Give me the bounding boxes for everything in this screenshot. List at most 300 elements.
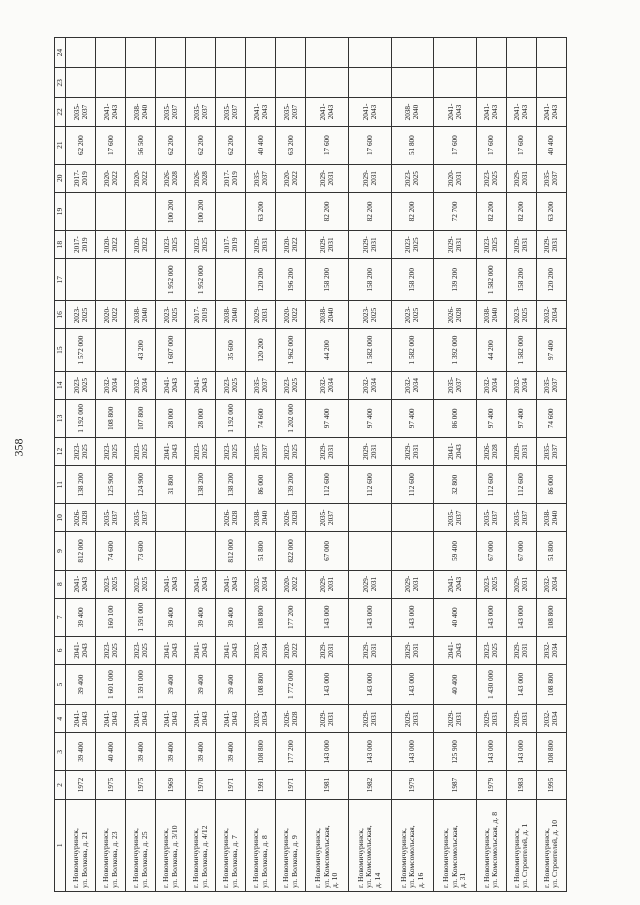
cost-cell: 72 700 xyxy=(434,192,477,230)
column-number-13: 13 xyxy=(55,399,66,437)
cost-cell: 108 800 xyxy=(246,664,276,704)
period-cell: 2029- 2031 xyxy=(391,636,434,664)
table-body xyxy=(66,38,567,892)
period-cell: 2035- 2037 xyxy=(434,504,477,532)
cost-cell: 32 800 xyxy=(434,466,477,504)
year-built-cell: 1971 xyxy=(276,771,306,799)
period-cell: 2020- 2022 xyxy=(96,231,126,259)
address-cell: г. Новомичуринск, ул. Волкова, д. 23 xyxy=(96,799,126,891)
cost-cell: 39 400 xyxy=(66,598,96,636)
cost-cell: 138 200 xyxy=(186,466,216,504)
cost-cell: 108 800 xyxy=(246,733,276,771)
period-cell: 2035- 2037 xyxy=(66,98,96,126)
year-built-cell: 1979 xyxy=(391,771,434,799)
period-cell: 2041- 2043 xyxy=(434,98,477,126)
period-cell: 2041- 2043 xyxy=(156,705,186,733)
year-built-cell: 1969 xyxy=(156,771,186,799)
cost-cell: 39 400 xyxy=(156,733,186,771)
cost-cell: 108 800 xyxy=(536,733,566,771)
cost-cell: 139 200 xyxy=(276,466,306,504)
period-cell: 2029- 2031 xyxy=(391,437,434,465)
cost-cell: 1 952 000 xyxy=(186,259,216,301)
address-cell: г. Новомичуринск, ул. Волкова, д. 3/10 xyxy=(156,799,186,891)
column-number-5: 5 xyxy=(55,664,66,704)
period-cell xyxy=(348,38,391,68)
period-cell: 2026- 2028 xyxy=(156,164,186,192)
cost-cell xyxy=(216,192,246,230)
table-row xyxy=(536,38,566,892)
column-number-1: 1 xyxy=(55,799,66,891)
cost-cell xyxy=(216,68,246,98)
cost-cell: 63 200 xyxy=(536,192,566,230)
cost-cell: 51 800 xyxy=(391,126,434,164)
period-cell: 2029- 2031 xyxy=(506,570,536,598)
period-cell: 2023- 2025 xyxy=(126,636,156,664)
cost-cell xyxy=(66,68,96,98)
cost-cell: 62 200 xyxy=(186,126,216,164)
period-cell: 2041- 2043 xyxy=(434,636,477,664)
year-built-cell: 1975 xyxy=(96,771,126,799)
period-cell: 2029- 2031 xyxy=(306,705,349,733)
address-cell: г. Новомичуринск, ул. Волкова, д. 9 xyxy=(276,799,306,891)
table-row xyxy=(306,38,349,892)
period-cell: 2041- 2043 xyxy=(66,570,96,598)
year-built-cell: 1972 xyxy=(66,771,96,799)
year-built-cell: 1982 xyxy=(348,771,391,799)
address-cell: г. Новомичуринск, ул. Комсомольская, д. 10 xyxy=(306,799,349,891)
cost-cell: 177 200 xyxy=(276,598,306,636)
cost-cell: 39 400 xyxy=(66,733,96,771)
cost-cell xyxy=(156,68,186,98)
period-cell: 2038- 2040 xyxy=(216,301,246,329)
period-cell: 2041- 2043 xyxy=(186,705,216,733)
period-cell xyxy=(216,38,246,68)
column-number-9: 9 xyxy=(55,532,66,570)
period-cell: 2029- 2031 xyxy=(348,164,391,192)
period-cell: 2020- 2022 xyxy=(96,301,126,329)
cost-cell: 82 200 xyxy=(476,192,506,230)
cost-cell: 82 200 xyxy=(506,192,536,230)
cost-cell: 125 900 xyxy=(434,733,477,771)
cost-cell xyxy=(66,259,96,301)
period-cell: 2029- 2031 xyxy=(434,705,477,733)
cost-cell: 112 600 xyxy=(391,466,434,504)
period-cell: 2029- 2031 xyxy=(506,705,536,733)
period-cell: 2041- 2043 xyxy=(156,371,186,399)
cost-cell: 39 400 xyxy=(126,733,156,771)
column-number-23: 23 xyxy=(55,68,66,98)
period-cell: 2035- 2037 xyxy=(246,371,276,399)
period-cell: 2029- 2031 xyxy=(506,164,536,192)
year-built-cell: 1983 xyxy=(506,771,536,799)
cost-cell: 158 200 xyxy=(348,259,391,301)
cost-cell: 1 582 000 xyxy=(348,329,391,371)
period-cell: 2035- 2037 xyxy=(276,98,306,126)
period-cell: 2026- 2028 xyxy=(216,504,246,532)
period-cell: 2029- 2031 xyxy=(348,636,391,664)
period-cell: 2032- 2034 xyxy=(476,371,506,399)
cost-cell: 112 600 xyxy=(306,466,349,504)
cost-cell: 86 000 xyxy=(246,466,276,504)
cost-cell: 97 400 xyxy=(476,399,506,437)
period-cell xyxy=(536,38,566,68)
period-cell: 2023- 2025 xyxy=(216,437,246,465)
cost-cell xyxy=(276,68,306,98)
cost-cell: 59 400 xyxy=(434,532,477,570)
column-number-7: 7 xyxy=(55,598,66,636)
period-cell: 2029- 2031 xyxy=(348,570,391,598)
cost-cell: 143 000 xyxy=(476,598,506,636)
cost-cell: 39 400 xyxy=(66,664,96,704)
column-number-16: 16 xyxy=(55,301,66,329)
period-cell: 2041- 2043 xyxy=(96,705,126,733)
period-cell: 2035- 2037 xyxy=(536,164,566,192)
year-built-cell: 1975 xyxy=(126,771,156,799)
cost-cell: 143 000 xyxy=(506,664,536,704)
cost-cell: 74 600 xyxy=(536,399,566,437)
cost-cell: 196 200 xyxy=(276,259,306,301)
period-cell: 2023- 2025 xyxy=(66,301,96,329)
year-built-cell: 1987 xyxy=(434,771,477,799)
capital-repair-schedule-table xyxy=(54,37,567,892)
period-cell: 2038- 2040 xyxy=(306,301,349,329)
period-cell: 2041- 2043 xyxy=(306,98,349,126)
cost-cell: 82 200 xyxy=(391,192,434,230)
cost-cell xyxy=(186,329,216,371)
period-cell: 2041- 2043 xyxy=(96,98,126,126)
cost-cell: 17 600 xyxy=(434,126,477,164)
column-number-4: 4 xyxy=(55,705,66,733)
period-cell: 2035- 2037 xyxy=(536,437,566,465)
table-row xyxy=(506,38,536,892)
period-cell: 2035- 2037 xyxy=(506,504,536,532)
cost-cell: 120 200 xyxy=(246,259,276,301)
period-cell: 2029- 2031 xyxy=(246,301,276,329)
period-cell: 2038- 2040 xyxy=(126,301,156,329)
cost-cell: 112 600 xyxy=(506,466,536,504)
period-cell: 2023- 2025 xyxy=(96,570,126,598)
period-cell: 2020- 2022 xyxy=(96,164,126,192)
period-cell: 2032- 2034 xyxy=(126,371,156,399)
column-number-15: 15 xyxy=(55,329,66,371)
cost-cell: 73 600 xyxy=(126,532,156,570)
cost-cell: 1 591 000 xyxy=(126,664,156,704)
period-cell: 2035- 2037 xyxy=(246,164,276,192)
cost-cell: 35 600 xyxy=(216,329,246,371)
table-row xyxy=(476,38,506,892)
period-cell: 2029- 2031 xyxy=(348,705,391,733)
address-cell: г. Новомичуринск, ул. Волкова, д. 25 xyxy=(126,799,156,891)
period-cell: 2038- 2040 xyxy=(391,98,434,126)
period-cell: 2041- 2043 xyxy=(246,98,276,126)
table-row xyxy=(348,38,391,892)
period-cell: 2032- 2034 xyxy=(348,371,391,399)
period-cell: 2035- 2037 xyxy=(306,504,349,532)
cost-cell xyxy=(96,68,126,98)
period-cell: 2023- 2025 xyxy=(476,231,506,259)
address-cell: г. Новомичуринск, ул. Комсомольская, д. 8 xyxy=(476,799,506,891)
period-cell xyxy=(246,38,276,68)
cost-cell xyxy=(506,68,536,98)
cost-cell: 108 800 xyxy=(96,399,126,437)
cost-cell: 143 000 xyxy=(391,733,434,771)
period-cell: 2023- 2025 xyxy=(66,437,96,465)
period-cell xyxy=(126,38,156,68)
cost-cell: 1 192 000 xyxy=(216,399,246,437)
period-cell: 2026- 2028 xyxy=(186,164,216,192)
cost-cell xyxy=(348,68,391,98)
period-cell: 2029- 2031 xyxy=(391,705,434,733)
column-number-11: 11 xyxy=(55,466,66,504)
cost-cell xyxy=(96,329,126,371)
period-cell: 2035- 2037 xyxy=(96,504,126,532)
period-cell: 2017- 2019 xyxy=(216,231,246,259)
cost-cell: 143 000 xyxy=(348,733,391,771)
period-cell: 2017- 2019 xyxy=(216,164,246,192)
period-cell: 2041- 2043 xyxy=(126,705,156,733)
cost-cell: 39 400 xyxy=(156,598,186,636)
address-cell: г. Новомичуринск, ул. Комсомольская, д. 14 xyxy=(348,799,391,891)
period-cell: 2035- 2037 xyxy=(156,98,186,126)
cost-cell: 1 572 000 xyxy=(66,329,96,371)
cost-cell: 39 400 xyxy=(186,664,216,704)
cost-cell: 62 200 xyxy=(156,126,186,164)
period-cell: 2032- 2034 xyxy=(536,570,566,598)
period-cell: 2029- 2031 xyxy=(391,570,434,598)
cost-cell: 125 900 xyxy=(96,466,126,504)
year-built-cell: 1970 xyxy=(186,771,216,799)
cost-cell xyxy=(156,532,186,570)
cost-cell xyxy=(126,192,156,230)
cost-cell: 158 200 xyxy=(391,259,434,301)
period-cell: 2038- 2040 xyxy=(536,504,566,532)
period-cell: 2026- 2028 xyxy=(66,504,96,532)
period-cell xyxy=(156,38,186,68)
cost-cell: 97 400 xyxy=(506,399,536,437)
period-cell: 2041- 2043 xyxy=(186,636,216,664)
period-cell xyxy=(186,504,216,532)
cost-cell: 143 000 xyxy=(391,598,434,636)
cost-cell: 138 200 xyxy=(216,466,246,504)
cost-cell: 51 800 xyxy=(246,532,276,570)
cost-cell: 143 000 xyxy=(348,664,391,704)
cost-cell: 44 200 xyxy=(306,329,349,371)
cost-cell: 97 400 xyxy=(391,399,434,437)
cost-cell: 100 200 xyxy=(156,192,186,230)
period-cell: 2020- 2022 xyxy=(276,570,306,598)
cost-cell: 1 582 000 xyxy=(506,329,536,371)
cost-cell: 1 392 000 xyxy=(434,329,477,371)
cost-cell: 40 400 xyxy=(536,126,566,164)
cost-cell: 63 200 xyxy=(276,126,306,164)
period-cell: 2029- 2031 xyxy=(476,705,506,733)
cost-cell xyxy=(391,532,434,570)
period-cell: 2029- 2031 xyxy=(246,231,276,259)
cost-cell xyxy=(246,68,276,98)
period-cell: 2041- 2043 xyxy=(66,705,96,733)
column-number-8: 8 xyxy=(55,570,66,598)
year-built-cell: 1971 xyxy=(216,771,246,799)
period-cell: 2032- 2034 xyxy=(536,636,566,664)
period-cell: 2023- 2025 xyxy=(506,301,536,329)
period-cell: 2023- 2025 xyxy=(186,231,216,259)
period-cell: 2041- 2043 xyxy=(348,98,391,126)
period-cell: 2017- 2019 xyxy=(66,231,96,259)
period-cell: 2023- 2025 xyxy=(156,301,186,329)
column-number-12: 12 xyxy=(55,437,66,465)
period-cell: 2041- 2043 xyxy=(186,570,216,598)
address-cell: г. Новомичуринск, ул. Строителей, д. 1 xyxy=(506,799,536,891)
period-cell: 2041- 2043 xyxy=(156,437,186,465)
period-cell: 2029- 2031 xyxy=(348,231,391,259)
table-row xyxy=(126,38,156,892)
period-cell xyxy=(66,38,96,68)
cost-cell: 143 000 xyxy=(306,664,349,704)
cost-cell xyxy=(186,532,216,570)
cost-cell: 17 600 xyxy=(96,126,126,164)
cost-cell: 51 800 xyxy=(536,532,566,570)
period-cell: 2035- 2037 xyxy=(186,98,216,126)
period-cell: 2023- 2025 xyxy=(348,301,391,329)
period-cell: 2032- 2034 xyxy=(246,636,276,664)
cost-cell: 74 600 xyxy=(246,399,276,437)
period-cell: 2032- 2034 xyxy=(246,705,276,733)
cost-cell: 74 600 xyxy=(96,532,126,570)
cost-cell: 812 000 xyxy=(216,532,246,570)
period-cell: 2041- 2043 xyxy=(216,636,246,664)
cost-cell: 63 200 xyxy=(246,192,276,230)
period-cell: 2029- 2031 xyxy=(306,164,349,192)
cost-cell: 67 000 xyxy=(506,532,536,570)
period-cell: 2029- 2031 xyxy=(306,231,349,259)
period-cell: 2020- 2022 xyxy=(126,164,156,192)
period-cell: 2029- 2031 xyxy=(306,636,349,664)
cost-cell: 44 200 xyxy=(476,329,506,371)
cost-cell xyxy=(66,192,96,230)
period-cell: 2041- 2043 xyxy=(506,98,536,126)
cost-cell: 39 400 xyxy=(186,733,216,771)
cost-cell: 82 200 xyxy=(348,192,391,230)
cost-cell: 1 607 000 xyxy=(156,329,186,371)
cost-cell: 143 000 xyxy=(476,733,506,771)
cost-cell xyxy=(306,68,349,98)
period-cell: 2029- 2031 xyxy=(434,231,477,259)
cost-cell: 120 200 xyxy=(536,259,566,301)
period-cell: 2041- 2043 xyxy=(216,705,246,733)
period-cell: 2029- 2031 xyxy=(348,437,391,465)
period-cell: 2041- 2043 xyxy=(434,437,477,465)
period-cell xyxy=(476,38,506,68)
period-cell: 2041- 2043 xyxy=(66,636,96,664)
cost-cell: 143 000 xyxy=(306,733,349,771)
address-cell: г. Новомичуринск, ул. Волкова, д. 4/12 xyxy=(186,799,216,891)
column-number-18: 18 xyxy=(55,231,66,259)
period-cell: 2020- 2022 xyxy=(276,636,306,664)
cost-cell: 108 800 xyxy=(246,598,276,636)
period-cell: 2032- 2034 xyxy=(391,371,434,399)
column-number-2: 2 xyxy=(55,771,66,799)
cost-cell: 67 000 xyxy=(476,532,506,570)
period-cell: 2038- 2040 xyxy=(126,98,156,126)
cost-cell: 112 600 xyxy=(348,466,391,504)
address-cell: г. Новомичуринск, ул. Строителей, д. 10 xyxy=(536,799,566,891)
address-cell: г. Новомичуринск, ул. Комсомольская, д. 16 xyxy=(391,799,434,891)
period-cell: 2035- 2037 xyxy=(536,371,566,399)
address-cell: г. Новомичуринск, ул. Волкова, д. 21 xyxy=(66,799,96,891)
column-number-21: 21 xyxy=(55,126,66,164)
period-cell: 2026- 2028 xyxy=(476,437,506,465)
period-cell: 2023- 2025 xyxy=(391,164,434,192)
cost-cell: 39 400 xyxy=(216,598,246,636)
period-cell: 2023- 2025 xyxy=(391,301,434,329)
period-cell: 2023- 2025 xyxy=(476,636,506,664)
cost-cell: 124 900 xyxy=(126,466,156,504)
cost-cell xyxy=(276,192,306,230)
period-cell: 2017- 2019 xyxy=(186,301,216,329)
period-cell: 2041- 2043 xyxy=(476,98,506,126)
table-row xyxy=(96,38,126,892)
rotated-table-container xyxy=(54,37,567,892)
period-cell xyxy=(434,38,477,68)
cost-cell: 86 000 xyxy=(434,399,477,437)
cost-cell: 39 400 xyxy=(216,733,246,771)
table-row xyxy=(276,38,306,892)
cost-cell: 39 400 xyxy=(186,598,216,636)
cost-cell: 158 200 xyxy=(506,259,536,301)
cost-cell xyxy=(536,68,566,98)
period-cell: 2020- 2022 xyxy=(276,231,306,259)
cost-cell: 143 000 xyxy=(348,598,391,636)
period-cell: 2023- 2025 xyxy=(476,570,506,598)
cost-cell: 28 000 xyxy=(186,399,216,437)
column-number-22: 22 xyxy=(55,98,66,126)
cost-cell: 120 200 xyxy=(246,329,276,371)
period-cell: 2041- 2043 xyxy=(156,636,186,664)
period-cell xyxy=(276,38,306,68)
cost-cell: 1 772 000 xyxy=(276,664,306,704)
cost-cell: 1 430 000 xyxy=(476,664,506,704)
cost-cell: 28 000 xyxy=(156,399,186,437)
period-cell: 2035- 2037 xyxy=(476,504,506,532)
period-cell xyxy=(306,38,349,68)
cost-cell: 1 952 000 xyxy=(156,259,186,301)
period-cell xyxy=(506,38,536,68)
page-number: 358 xyxy=(11,438,26,457)
period-cell: 2041- 2043 xyxy=(156,570,186,598)
period-cell: 2023- 2025 xyxy=(391,231,434,259)
period-cell xyxy=(391,38,434,68)
cost-cell: 40 400 xyxy=(246,126,276,164)
cost-cell: 1 582 000 xyxy=(476,259,506,301)
cost-cell xyxy=(476,68,506,98)
period-cell: 2032- 2034 xyxy=(506,371,536,399)
cost-cell: 143 000 xyxy=(391,664,434,704)
period-cell: 2035- 2037 xyxy=(246,437,276,465)
cost-cell xyxy=(96,259,126,301)
cost-cell: 1 582 000 xyxy=(391,329,434,371)
period-cell: 2029- 2031 xyxy=(506,636,536,664)
cost-cell xyxy=(126,259,156,301)
cost-cell: 31 800 xyxy=(156,466,186,504)
cost-cell: 143 000 xyxy=(506,598,536,636)
period-cell: 2032- 2034 xyxy=(306,371,349,399)
cost-cell: 112 600 xyxy=(476,466,506,504)
cost-cell: 39 400 xyxy=(216,664,246,704)
year-built-cell: 1981 xyxy=(306,771,349,799)
period-cell: 2029- 2031 xyxy=(536,231,566,259)
cost-cell: 177 200 xyxy=(276,733,306,771)
cost-cell: 100 200 xyxy=(186,192,216,230)
